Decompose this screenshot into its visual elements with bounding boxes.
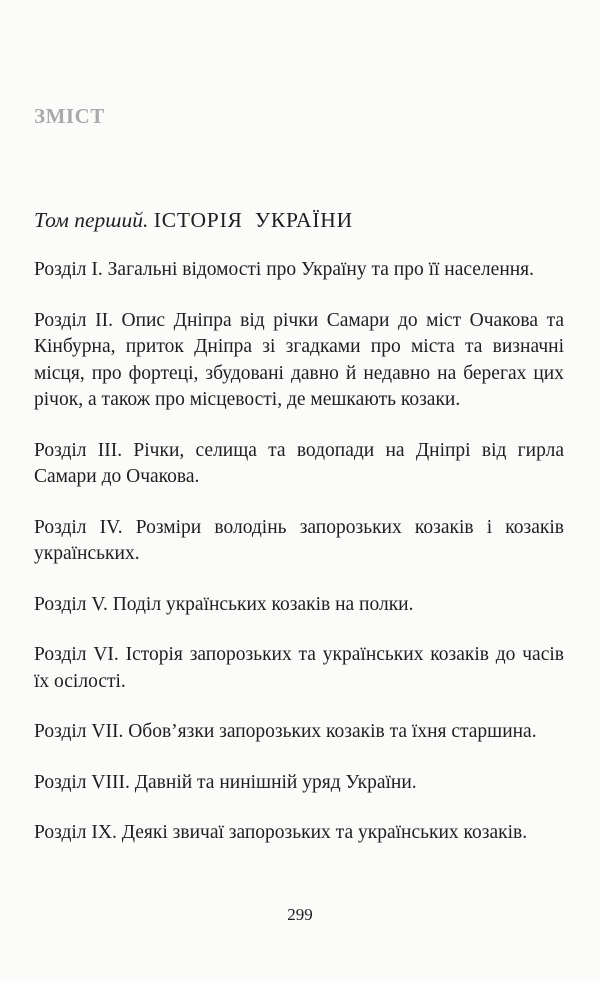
contents-entry-3: Розділ ІІІ. Річки, селища та водопади на Дніпрі від гирла Самари до Очакова. [34, 439, 564, 487]
contents-entry-7: Розділ VІІ. Обов’язки запорозьких козаків та їхня старшина. [34, 721, 537, 742]
volume-heading [34, 207, 353, 233]
contents-list [34, 257, 564, 871]
contents-entry-5: Розділ V. Поділ українських козаків на полки. [34, 593, 414, 615]
volume-label: Том перший. [34, 208, 149, 232]
page-number: 299 [287, 905, 313, 924]
contents-entry-9: Розділ ІХ. Деякі звичаї запорозьких та українських козаків. [34, 822, 528, 843]
contents-entry-8: Розділ VІІІ. Давній та нинішній уряд України. [34, 771, 417, 793]
contents-heading: ЗМІСТ [34, 104, 105, 128]
contents-entry-2: Розділ ІІ. Опис Дніпра від річки Самари до міст Очакова та Кінбурна, приток Дніпра зі згадками про міста та визначні місця, про фортеці, збудовані давно й недавно на берегах цих річок, а також про місцевості, де мешкають козаки. [34, 309, 564, 410]
contents-entry-1: Розділ І. Загальні відомості про Україну та про її населення. [34, 259, 535, 280]
contents-entry-4: Розділ ІV. Розміри володінь запорозьких козаків і козаків українських. [34, 516, 564, 564]
volume-title: ІСТОРІЯ УКРАЇНИ [153, 208, 353, 232]
contents-entry-6: Розділ VІ. Історія запорозьких та українських козаків до часів їх осілості. [34, 644, 564, 692]
